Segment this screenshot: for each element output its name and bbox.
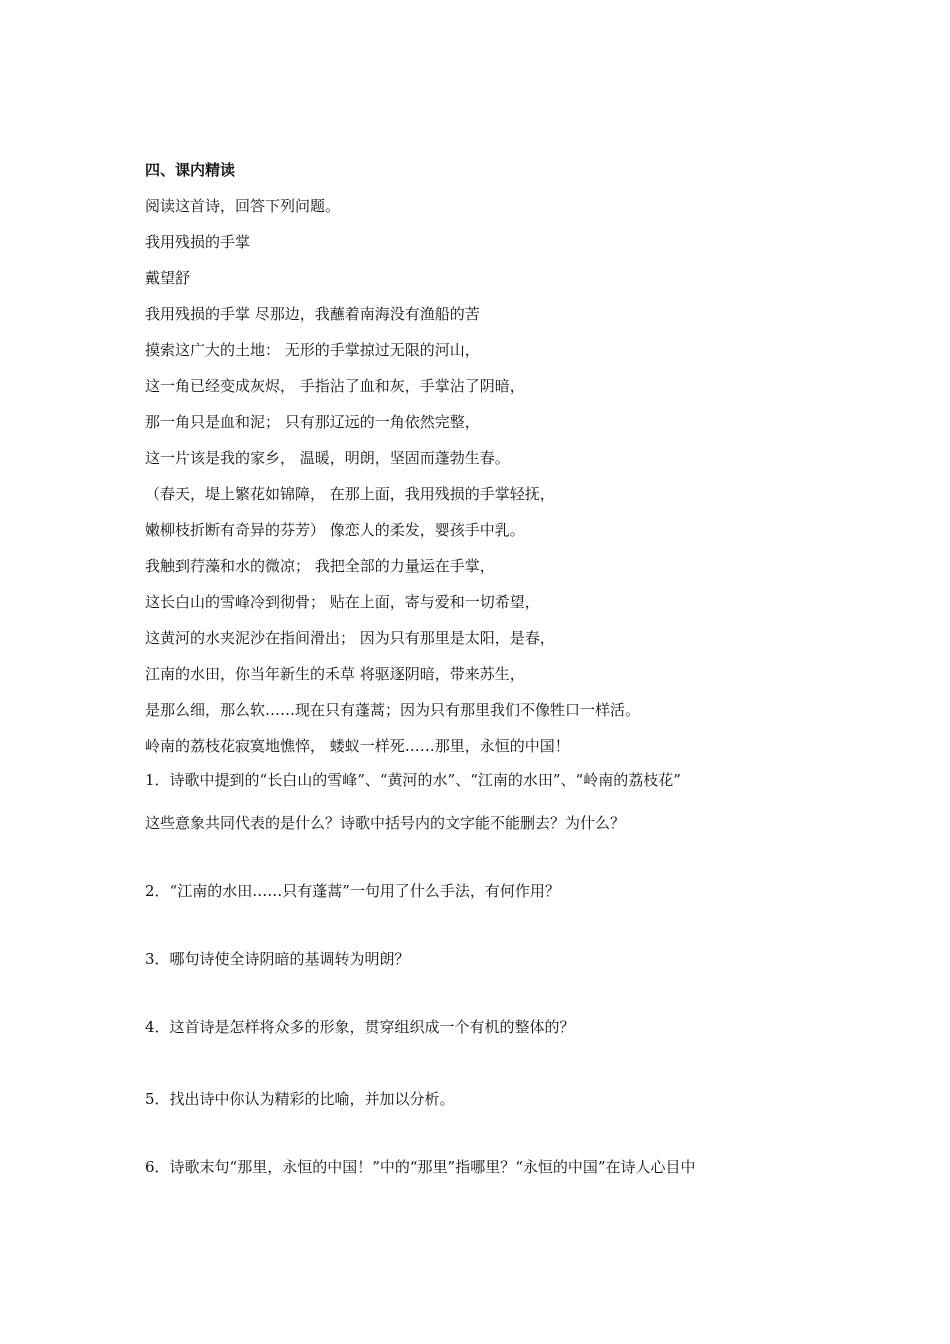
poem-line: （春天，堤上繁花如锦障， 在那上面，我用残损的手掌轻抚， [145, 485, 555, 503]
question-4: 4．这首诗是怎样将众多的形象，贯穿组织成一个有机的整体的？ [145, 1018, 575, 1036]
poem-line: 这黄河的水夹泥沙在指间滑出； 因为只有那里是太阳，是春， [145, 629, 555, 647]
poem-line: 摸索这广大的土地： 无形的手掌掠过无限的河山， [145, 341, 480, 359]
question-3: 3．哪句诗使全诗阴暗的基调转为明朗？ [145, 950, 410, 968]
poem-line: 江南的水田，你当年新生的禾草 将驱逐阴暗，带来苏生， [145, 665, 525, 683]
poem-author: 戴望舒 [145, 269, 191, 287]
poem-line: 这长白山的雪峰冷到彻骨； 贴在上面，寄与爱和一切希望， [145, 593, 540, 611]
poem-line: 这一片该是我的家乡， 温暖，明朗，坚固而蓬勃生春。 [145, 449, 510, 467]
instruction-text: 阅读这首诗，回答下列问题。 [145, 197, 341, 215]
question-2: 2．“江南的水田……只有蓬蒿”一句用了什么手法，有何作用？ [145, 882, 560, 900]
question-1-cont: 这些意象共同代表的是什么？诗歌中括号内的文字能不能删去？为什么？ [145, 814, 626, 832]
poem-line: 我用残损的手掌 尽那边，我蘸着南海没有渔船的苦 [145, 305, 480, 323]
question-5: 5．找出诗中你认为精彩的比喻，并加以分析。 [145, 1090, 455, 1108]
poem-line: 那一角只是血和泥； 只有那辽远的一角依然完整， [145, 413, 480, 431]
poem-line: 嫩柳枝折断有奇异的芬芳） 像恋人的柔发，婴孩手中乳。 [145, 521, 525, 539]
question-6: 6．诗歌末句“那里，永恒的中国！”中的“那里”指哪里？“永恒的中国”在诗人心目中 [145, 1158, 696, 1176]
poem-title: 我用残损的手掌 [145, 233, 251, 251]
poem-line: 这一角已经变成灰烬， 手指沾了血和灰，手掌沾了阴暗， [145, 377, 525, 395]
poem-line: 我触到荇藻和水的微凉； 我把全部的力量运在手掌， [145, 557, 495, 575]
poem-line: 岭南的荔枝花寂寞地憔悴， 蝼蚁一样死……那里，永恒的中国！ [145, 737, 570, 755]
question-1: 1．诗歌中提到的“长白山的雪峰”、“黄河的水”、“江南的水田”、“岭南的荔枝花” [145, 771, 681, 789]
poem-line: 是那么细，那么软……现在只有蓬蒿；因为只有那里我们不像牲口一样活。 [145, 701, 641, 719]
section-heading: 四、课内精读 [145, 161, 236, 179]
